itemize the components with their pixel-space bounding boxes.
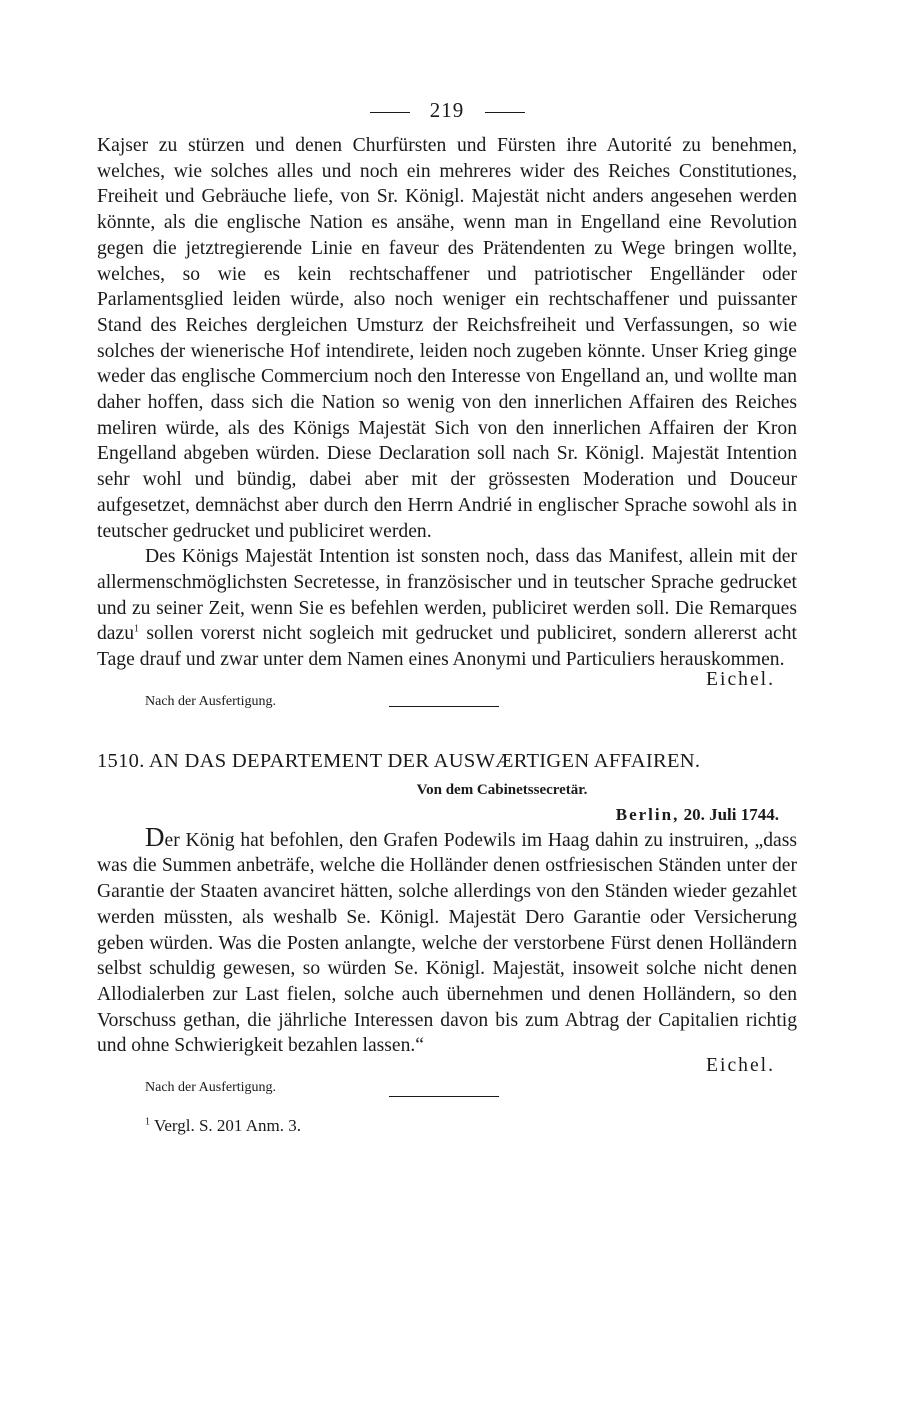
header-dash-left	[370, 112, 410, 113]
letter-1510-source-row	[97, 1078, 797, 1100]
footnote-reference: 1	[134, 623, 139, 635]
letter-1510-date: 20. Juli 1744.	[683, 804, 779, 824]
header-dash-right	[485, 112, 525, 113]
letter-1510-signature: Eichel.	[706, 1055, 775, 1077]
footnote-text: Vergl. S. 201 Anm. 3.	[153, 1116, 301, 1136]
footnote-divider	[389, 1096, 499, 1097]
letter-1510-from: Von dem Cabinetssecretär.	[416, 781, 588, 798]
footnote	[97, 1116, 797, 1136]
letter-1510-place: Berlin,	[615, 804, 680, 824]
footnote-marker: 1	[145, 1116, 150, 1128]
letter-1509-source: Nach der Ausfertigung.	[145, 693, 277, 709]
letter-1509-paragraph-2	[97, 544, 797, 673]
section-divider	[389, 706, 499, 707]
page-number: 219	[429, 98, 465, 122]
paragraph-2-before-note: Des Königs Majestät Intention ist sonsten noch, dass das Manifest, allein mit der allermenschmöglichsten Secretesse, in französischer und in teutscher Sprache gedrucket und zu seiner Zeit, wenn Sie es befehlen werden, publiciret werden soll. Die Remarques dazu	[97, 546, 797, 645]
letter-1510-title: 1510. AN DAS DEPARTEMENT DER AUSWÆRTIGEN AFFAIREN.	[97, 749, 701, 772]
letter-1510-dateline	[97, 805, 797, 825]
drop-cap: D	[145, 821, 165, 852]
letter-1510-body	[97, 821, 797, 1059]
letter-1510-body-text: er König hat befohlen, den Grafen Podewils im Haag dahin zu instruiren, „dass was die Summen anbeträfe, welche die Holländer denen ostfriesischen Ständen unter der Garantie der Staaten avanciret hätten, solche allerdings von den Ständen wieder gezahlet werden müssten, als weshalb Se. Königl. Majestät Dero Garantie oder Versicherung geben würden. Was die Posten anlangte, welche der verstorbene Fürst denen Holländern selbst schuldig gewesen, so würden Se. Königl. Majestät, insoweit solche nicht denen Allodialerben zur Last fielen, solche auch übernehmen und denen Holländern, so den Vorschuss gethan, die jährliche Interessen davon bis zum Abtrag der Capitalien richtig und ohne Schwierigkeit bezahlen lassen.“	[97, 829, 797, 1057]
document-page	[97, 98, 797, 1136]
page-header	[97, 98, 797, 123]
letter-1509-paragraph-1: Kajser zu stürzen und denen Churfürsten und Fürsten ihre Autorité zu benehmen, welches, wie solches alles und noch ein mehreres wider des Reiches Constitutiones, Freiheit und Gebräuche liefe, von Sr. Königl. Majestät nicht anders angesehen werden könnte, als die englische Nation es ansähe, wenn man in Engelland eine Revolution gegen die jetztregierende Linie en faveur des Prätendenten zu Wege bringen wollte, welches, so wie es kein rechtschaffener und patriotischer Engelländer oder Parlamentsglied leiden würde, also noch weniger ein rechtschaffener und puissanter Stand des Reiches dergleichen Umsturz der Reichsfreiheit und Verfassungen, so wie solches der wienerische Hof intendirete, leiden noch zugeben könnte. Unser Krieg ginge weder das englische Commercium noch den Interesse von Engelland an, und wollte man daher hoffen, dass sich die Nation so wenig von den innerlichen Affairen des Reiches meliren würde, als des Königs Majestät Sich von den innerlichen Affairen der Kron Engelland abgeben würden. Diese Declaration soll nach Sr. Königl. Majestät Intention sehr wohl und bündig, dabei aber mit der grössesten Moderation und Douceur aufgesetzet, demnächst aber durch den Herrn Andrié in englischer Sprache sowohl als in teutscher gedrucket und publiciret werden.	[97, 135, 797, 542]
letter-1509-source-row	[97, 692, 797, 714]
letter-1509-signature: Eichel.	[706, 668, 775, 690]
letter-1510-source: Nach der Ausfertigung.	[145, 1080, 277, 1096]
paragraph-2-after-note: sollen vorerst nicht sogleich mit gedrucket und publiciret, sondern allererst acht Tage drauf und zwar unter dem Namen eines Anonymi und Particuliers herauskommen.	[97, 623, 797, 671]
